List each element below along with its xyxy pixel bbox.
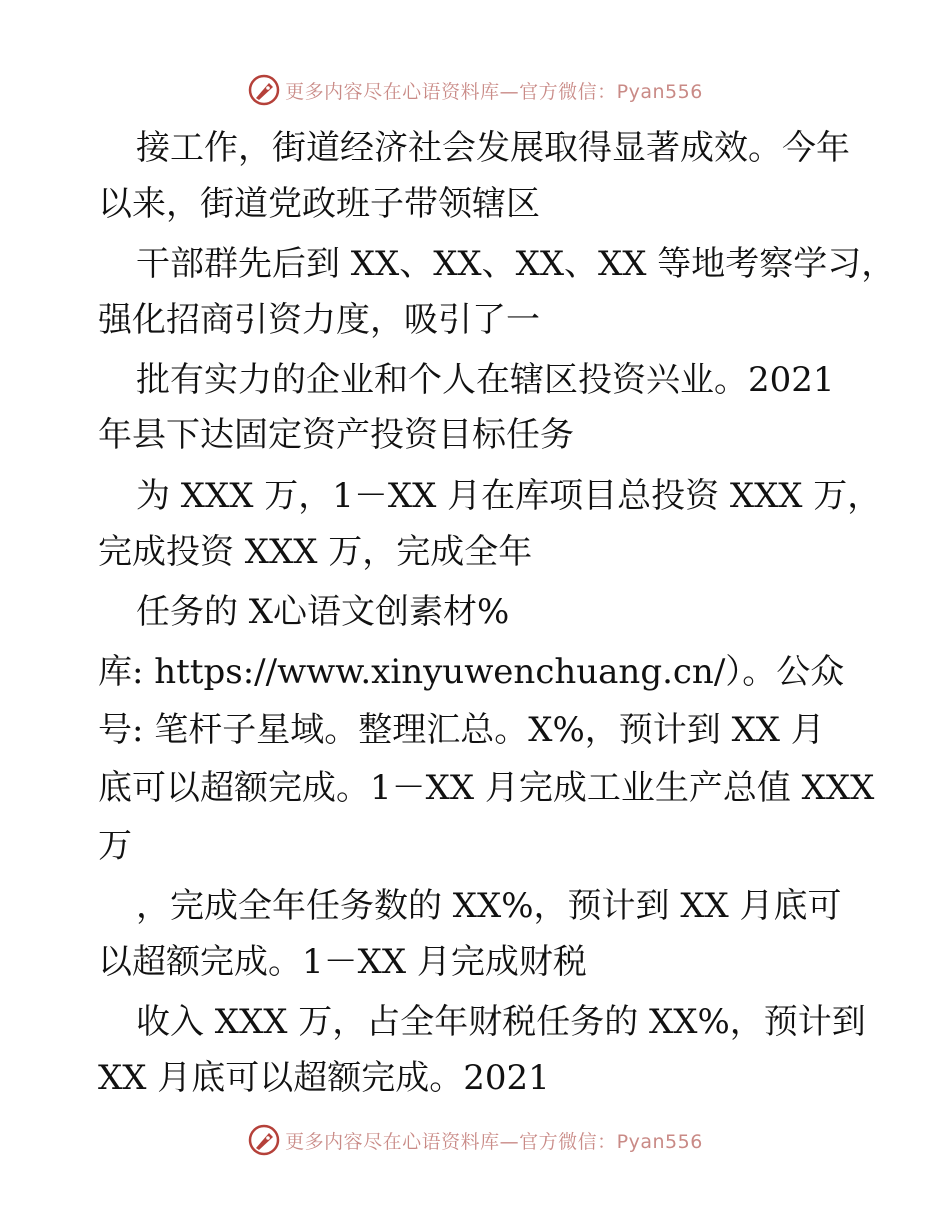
pen-nib-seal-icon xyxy=(247,1123,281,1157)
text-line: 库: https://www.xinyuwenchuang.cn/）。公众 xyxy=(98,652,845,692)
text-line: 任务的 X心语文创素材% xyxy=(136,592,510,632)
text-line: 强化招商引资力度，吸引了一 xyxy=(98,300,540,340)
text-line: 收入 XXX 万，占全年财税任务的 XX%，预计到 xyxy=(136,1002,866,1042)
text-line: 完成投资 XXX 万，完成全年 xyxy=(98,532,533,572)
text-line: 年县下达固定资产投资目标任务 xyxy=(98,415,574,455)
text-line: 为 XXX 万，1－XX 月在库项目总投资 XXX 万， xyxy=(136,476,882,516)
text-line: 以来，街道党政班子带领辖区 xyxy=(98,184,540,224)
text-line: XX 月底可以超额完成。2021 xyxy=(98,1058,550,1098)
text-line: 以超额完成。1－XX 月完成财税 xyxy=(98,942,587,982)
text-line: 号: 笔杆子星域。整理汇总。X%，预计到 XX 月 xyxy=(98,710,825,750)
text-line: 万 xyxy=(98,826,132,866)
text-line: ，完成全年任务数的 XX%，预计到 XX 月底可 xyxy=(136,886,842,926)
watermark-text: 更多内容尽在心语资料库—官方微信：Pyan556 xyxy=(285,1130,703,1153)
text-line: 干部群先后到 XX、XX、XX、XX 等地考察学习， xyxy=(136,244,896,284)
watermark-text: 更多内容尽在心语资料库—官方微信：Pyan556 xyxy=(285,80,703,103)
text-line: 接工作，街道经济社会发展取得显著成效。今年 xyxy=(136,128,850,168)
footer-watermark-banner xyxy=(0,1120,950,1160)
text-line: 批有实力的企业和个人在辖区投资兴业。2021 xyxy=(136,360,835,400)
text-line: 底可以超额完成。1－XX 月完成工业生产总值 XXX xyxy=(98,768,875,808)
